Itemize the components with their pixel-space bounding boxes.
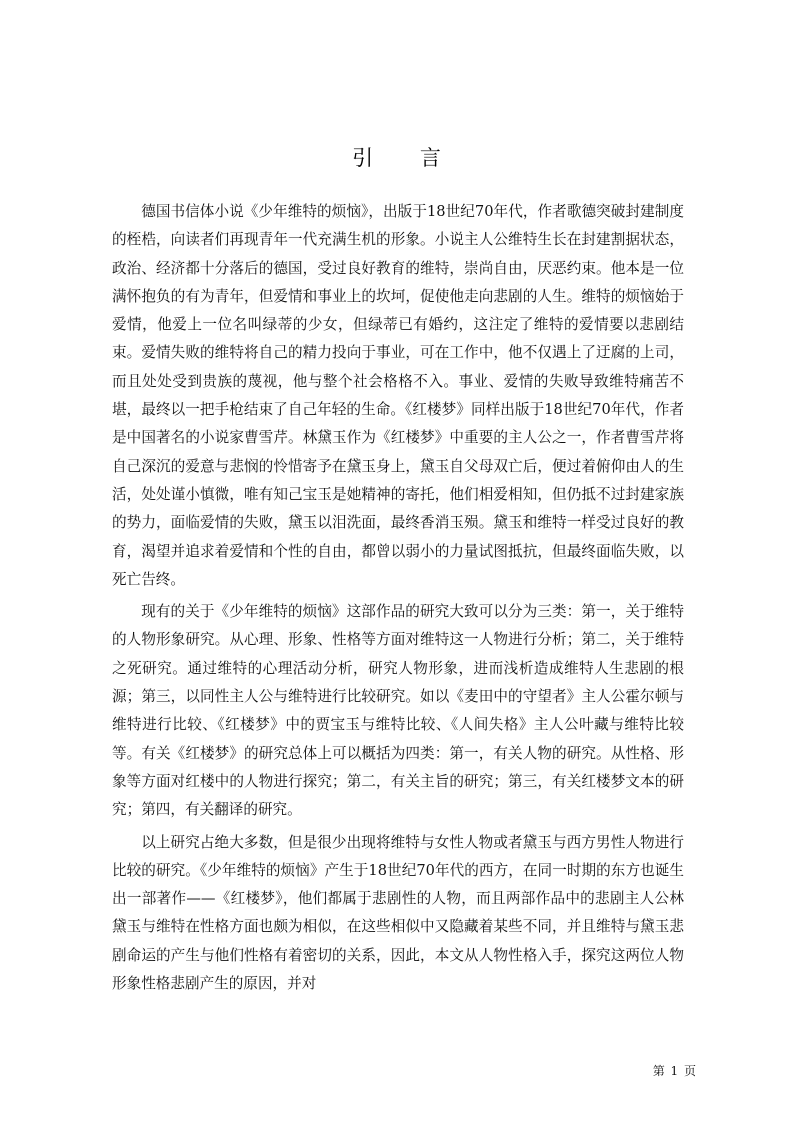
page-number: 第 1 页 bbox=[652, 1064, 697, 1078]
body-text bbox=[112, 198, 684, 1002]
paragraph-2: 现有的关于《少年维特的烦恼》这部作品的研究大致可以分为三类：第一，关于维特的人物形象研究。从心理、形象、性格等方面对维特这一人物进行分析；第二，关于维特之死研究。通过维特的心理活动分析，研究人物形象，进而浅析造成维特人生悲剧的根源；第三，以同性主人公与维特进行比较研究。如以《麦田中的守望者》主人公霍尔顿与维特进行比较、《红楼梦》中的贾宝玉与维特比较、《人间失格》主人公叶藏与维特比较等。有关《红楼梦》的研究总体上可以概括为四类：第一，有关人物的研究。从性格、形象等方面对红楼中的人物进行探究；第二，有关主旨的研究；第三，有关红楼梦文本的研究；第四，有关翻译的研究。 bbox=[112, 603, 684, 819]
page-title: 引 言 bbox=[352, 146, 461, 170]
paragraph-3: 以上研究占绝大多数，但是很少出现将维特与女性人物或者黛玉与西方男性人物进行比较的研究。《少年维特的烦恼》产生于18世纪70年代的西方，在同一时期的东方也诞生出一部著作——《红楼梦》，他们都属于悲剧性的人物，而且两部作品中的悲剧主人公林黛玉与维特在性格方面也颇为相似，在这些相似中又隐藏着某些不同，并且维特与黛玉悲剧命运的产生与他们性格有着密切的关系，因此，本文从人物性格入手，探究这两位人物形象性格悲剧产生的原因，并对 bbox=[112, 833, 684, 993]
paragraph-1: 德国书信体小说《少年维特的烦恼》，出版于18世纪70年代，作者歌德突破封建制度的桎梏，向读者们再现青年一代充满生机的形象。小说主人公维特生长在封建割据状态，政治、经济都十分落后的德国，受过良好教育的维特，崇尚自由，厌恶约束。他本是一位满怀抱负的有为青年，但爱情和事业上的坎坷，促使他走向悲剧的人生。维特的烦恼始于爱情，他爱上一位名叫绿蒂的少女，但绿蒂已有婚约，这注定了维特的爱情要以悲剧结束。爱情失败的维特将自己的精力投向于事业，可在工作中，他不仅遇上了迂腐的上司，而且处处受到贵族的蔑视，他与整个社会格格不入。事业、爱情的失败导致维特痛苦不堪，最终以一把手枪结束了自己年轻的生命。《红楼梦》同样出版于18世纪70年代，作者是中国著名的小说家曹雪芹。林黛玉作为《红楼梦》中重要的主人公之一，作者曹雪芹将自己深沉的爱意与悲悯的怜惜寄予在黛玉身上，黛玉自父母双亡后，便过着俯仰由人的生活，处处谨小慎微，唯有知己宝玉是她精神的寄托，他们相爱相知，但仍抵不过封建家族的势力，面临爱情的失败，黛玉以泪洗面，最终香消玉殒。黛玉和维特一样受过良好的教育，渴望并追求着爱情和个性的自由，都曾以弱小的力量试图抵抗，但最终面临失败，以死亡告终。 bbox=[112, 203, 684, 588]
